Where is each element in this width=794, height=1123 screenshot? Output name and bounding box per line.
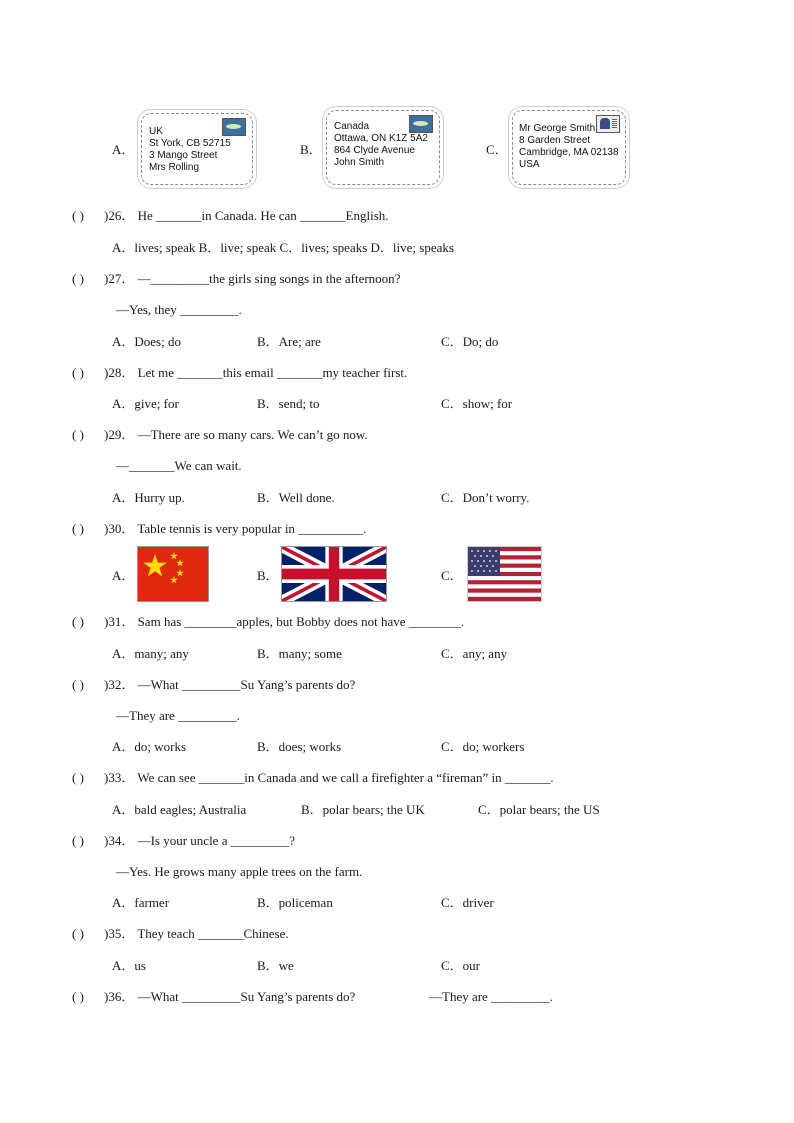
option-a[interactable]: A．farmer: [112, 895, 170, 910]
envelope-usa[interactable]: [512, 110, 626, 185]
question-36-answer: —They are _________.: [429, 989, 553, 1004]
answer-blank-q31[interactable]: ( ): [72, 614, 84, 629]
option-c[interactable]: C．driver: [441, 895, 494, 910]
answer-blank-q33[interactable]: ( ): [72, 770, 84, 785]
question-26-stem: )26． He _______in Canada. He can _______English.: [104, 208, 389, 223]
answer-blank-q30[interactable]: ( ): [72, 521, 84, 536]
option-c[interactable]: C．polar bears; the US: [478, 802, 600, 817]
question-28-stem: )28． Let me _______this email _______my teacher first.: [104, 365, 408, 380]
question-29-answer: —_______We can wait.: [116, 458, 242, 473]
china-flag-icon[interactable]: [137, 546, 209, 602]
option-b[interactable]: B．many; some: [257, 646, 342, 661]
answer-blank-q36[interactable]: ( ): [72, 989, 84, 1004]
option-b[interactable]: B．: [257, 568, 279, 583]
option-b[interactable]: B．send; to: [257, 396, 320, 411]
option-b[interactable]: B．does; works: [257, 739, 342, 754]
option-b[interactable]: B．polar bears; the UK: [301, 802, 425, 817]
uk-flag-icon[interactable]: [281, 546, 387, 602]
option-c[interactable]: C．any; any: [441, 646, 508, 661]
answer-blank-q26[interactable]: ( ): [72, 208, 84, 223]
option-a[interactable]: A．Does; do: [112, 334, 181, 349]
option-c[interactable]: C．Do; do: [441, 334, 499, 349]
answer-blank-q29[interactable]: ( ): [72, 427, 84, 442]
envelope-option-b-label: B．: [300, 142, 322, 157]
envelope-address: UK St York, CB 52715 3 Mango Street Mrs Rolling: [149, 126, 231, 173]
question-32-stem: )32． —What _________Su Yang’s parents do?: [104, 677, 356, 692]
option-b[interactable]: B．policeman: [257, 895, 333, 910]
envelope-uk[interactable]: [141, 113, 253, 185]
us-flag-icon[interactable]: [467, 546, 542, 602]
option-c[interactable]: C．show; for: [441, 396, 513, 411]
answer-blank-q32[interactable]: ( ): [72, 677, 84, 692]
option-c[interactable]: C．Don’t worry.: [441, 490, 530, 505]
answer-blank-q28[interactable]: ( ): [72, 365, 84, 380]
question-35-stem: )35． They teach _______Chinese.: [104, 926, 289, 941]
question-27-stem: )27． —_________the girls sing songs in the afternoon?: [104, 271, 401, 286]
option-a[interactable]: A．us: [112, 958, 146, 973]
envelope-address: Mr George Smith 8 Garden Street Cambridge, MA 02138 USA: [519, 123, 619, 170]
question-34-stem: )34． —Is your uncle a _________?: [104, 833, 295, 848]
option-c[interactable]: C．our: [441, 958, 481, 973]
question-26-options[interactable]: A．lives; speak B．live; speak C．lives; speaks D．live; speaks: [112, 240, 454, 255]
envelope-canada[interactable]: [326, 110, 440, 185]
question-27-answer: —Yes, they _________.: [116, 302, 242, 317]
question-34-answer: —Yes. He grows many apple trees on the farm.: [116, 864, 363, 879]
question-29-stem: )29． —There are so many cars. We can’t go now.: [104, 427, 368, 442]
option-a[interactable]: A．Hurry up.: [112, 490, 185, 505]
question-30-stem: )30． Table tennis is very popular in __________.: [104, 521, 367, 536]
option-a[interactable]: A．: [112, 568, 135, 583]
option-a[interactable]: A．do; works: [112, 739, 187, 754]
option-b[interactable]: B．Well done.: [257, 490, 335, 505]
option-b[interactable]: B．we: [257, 958, 294, 973]
answer-blank-q34[interactable]: ( ): [72, 833, 84, 848]
question-31-stem: )31． Sam has ________apples, but Bobby does not have ________.: [104, 614, 464, 629]
option-c[interactable]: C．: [441, 568, 463, 583]
question-32-answer: —They are _________.: [116, 708, 240, 723]
answer-blank-q35[interactable]: ( ): [72, 926, 84, 941]
option-b[interactable]: B．Are; are: [257, 334, 321, 349]
envelope-address: Canada Ottawa, ON K1Z 5A2 864 Clyde Avenue John Smith: [334, 121, 428, 168]
option-a[interactable]: A．bald eagles; Australia: [112, 802, 247, 817]
question-36-stem: )36． —What _________Su Yang’s parents do?: [104, 989, 356, 1004]
option-a[interactable]: A．many; any: [112, 646, 189, 661]
answer-blank-q27[interactable]: ( ): [72, 271, 84, 286]
question-33-stem: )33． We can see _______in Canada and we call a firefighter a “fireman” in _______.: [104, 770, 554, 785]
option-a[interactable]: A．give; for: [112, 396, 179, 411]
envelope-option-c-label: C．: [486, 142, 508, 157]
option-c[interactable]: C．do; workers: [441, 739, 525, 754]
envelope-option-a-label: A．: [112, 142, 135, 157]
